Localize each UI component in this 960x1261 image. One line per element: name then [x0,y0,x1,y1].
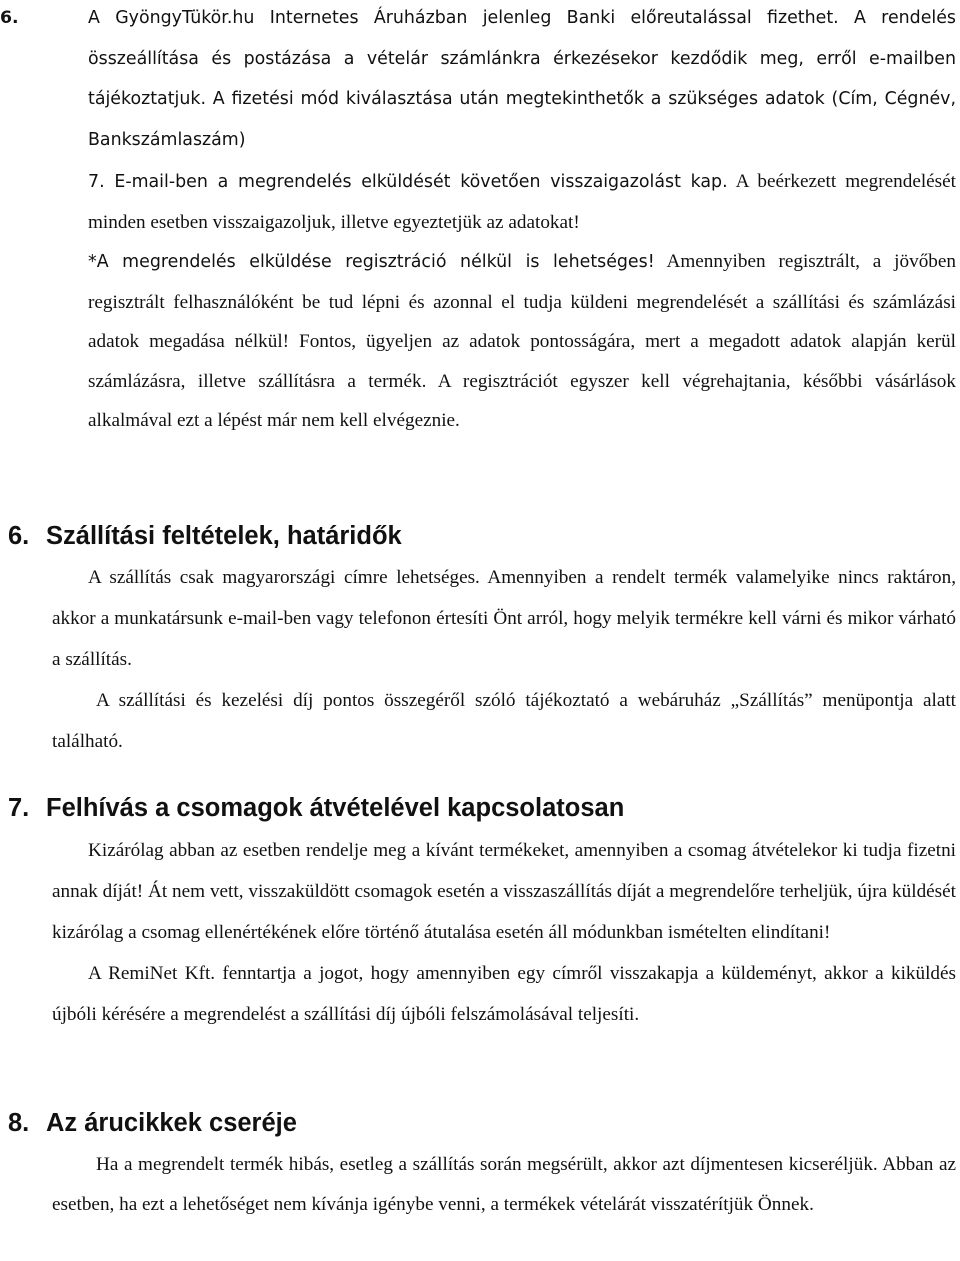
section-number: 6. [8,522,30,550]
section-6-paragraph-1: A szállítás csak magyarországi címre lehetséges. Amennyiben a rendelt termék valamelyike nincs raktáron, akkor a munkatársunk e-mail-ben vagy telefonon értesíti Önt arról, hogy melyik termékre kell várni és mikor várható a szállítás. [52,567,956,670]
section-title: Szállítási feltételek, határidők [46,522,402,550]
list-item-7-paragraph [0,162,960,242]
list-item-text: A GyöngyTükör.hu Internetes Áruházban jelenleg Banki előreutalással fizethet. A rendelés összeállítása és postázása a vételár számlánkra érkezésekor kezdődik meg, erről e-mailben tájékoztatjuk. A fizetési mód kiválasztása után megtekinthetők a szükséges adatok (Cím, Cégnév, Bankszámlaszám) [88,8,956,150]
section-8-paragraph-1: Ha a megrendelt termék hibás, esetleg a szállítás során megsérült, akkor azt díjmentesen kicseréljük. Abban az esetben, ha ezt a lehetőséget nem kívánja igénybe venni, a termékek vételárát visszatérítjük Önnek. [52,1154,956,1215]
list-item-7-note [0,242,960,441]
section-title: Az árucikkek cseréje [46,1109,297,1137]
section-heading-8 [8,1108,297,1138]
section-7-paragraph-2: A RemiNet Kft. fenntartja a jogot, hogy amennyiben egy címről visszakapja a küldeményt, akkor a kiküldés újbóli kérésére a megrendelést a szállítási díj újbóli felszámolásával teljesíti. [52,963,956,1025]
section-6-paragraph-2: A szállítási és kezelési díj pontos összegéről szóló tájékoztató a webáruház „Szállítás” menüpontja alatt található. [52,690,956,752]
section-number: 7. [8,794,30,822]
section-8-body [0,1145,960,1225]
section-7-paragraph-1: Kizárólag abban az esetben rendelje meg a kívánt termékeket, amennyiben a csomag átvételekor ki tudja fizetni annak díját! Át nem vett, visszaküldött csomagok esetén a visszaszállítás díját a megrendelőre terheljük, újra küldését kizárólag a csomag ellenértékének előre történő átutalása esetén áll módunkban ismételten elindítani! [52,840,956,943]
list-item-6-paragraph [0,0,960,160]
section-number: 8. [8,1109,30,1137]
list-item-7 [0,162,960,441]
registration-note: *A megrendelés elküldése regisztráció nélkül is lehetséges! [88,252,655,272]
registration-body: Amennyiben regisztrált, a jövőben regisztrált felhasználóként be tud lépni és azonnal el tudja küldeni megrendelését a szállítási és számlázási adatok megadása nélkül! Fontos, ügyeljen az adatok pontosságára, mert a megadott adatok alapján kerül számlázásra, illetve szállításra a termék. A regisztrációt egyszer kell végrehajtania, későbbi vásárlások alkalmával ezt a lépést már nem kell elvégeznie. [88,251,956,431]
list-item-number: 6. [0,8,19,28]
list-item-7-lead: 7. E-mail-ben a megrendelés elküldését követően visszaigazolást kap. [88,172,728,192]
section-title: Felhívás a csomagok átvételével kapcsolatosan [46,794,625,822]
list-item-6 [0,0,960,160]
list-item-7-body: A beérkezett megrendelését minden esetben visszaigazoljuk, illetve egyeztetjük az adatokat! [88,171,956,233]
section-6-body [0,557,960,762]
section-heading-7 [8,793,624,823]
section-heading-6 [8,521,402,551]
section-7-body [0,830,960,1035]
